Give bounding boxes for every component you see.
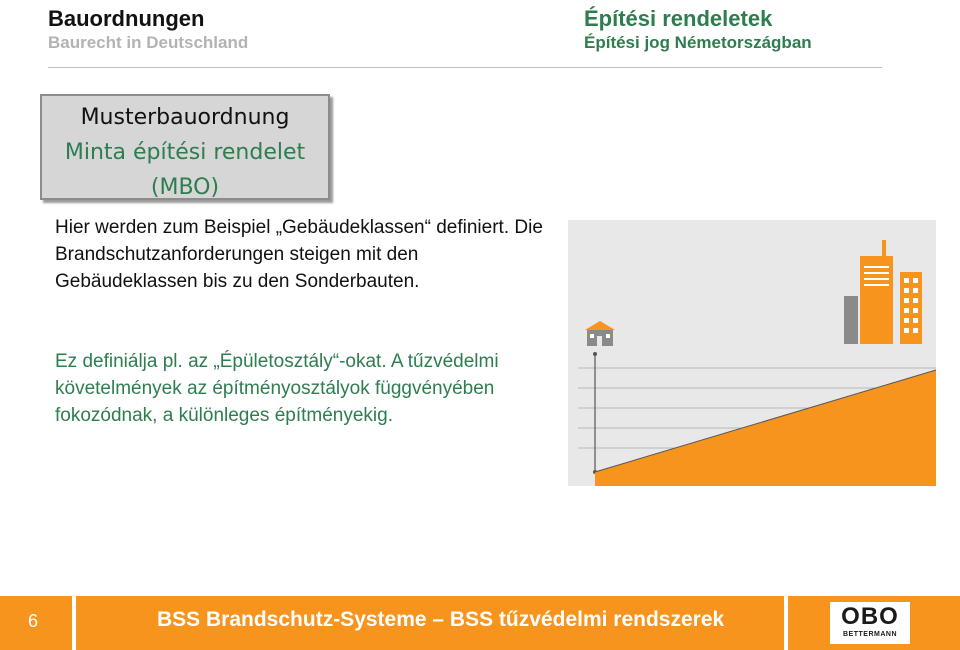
building-class-graphic: [568, 220, 936, 486]
mbo-title-box: [40, 94, 330, 200]
footer-text: BSS Brandschutz-Systeme – BSS tűzvédelmi rendszerek: [157, 608, 725, 631]
footer-separator: [72, 596, 76, 650]
mbo-title-de: Musterbauordnung: [80, 105, 290, 130]
body-text-de: Hier werden zum Beispiel „Gebäudeklassen“ definiert. Die Brandschutzanforderungen steigen mit den Gebäudeklassen bis zu den Sonderbauten.: [55, 217, 543, 292]
body-text-hu: Ez definiálja pl. az „Épületosztály“-okat. A tűzvédelmi követelmények az építményosztályok függvényében fokozódnak, a különleges építményekig.: [55, 351, 499, 426]
footer-bar: [0, 596, 960, 650]
header-title-hu: Építési rendeletek: [584, 6, 773, 31]
header-right: [584, 6, 812, 54]
logo-text: OBO: [841, 603, 899, 630]
header-title-de: Bauordnungen: [48, 6, 205, 31]
footer-separator: [784, 596, 788, 650]
tall-building-icon: [844, 240, 922, 344]
obo-logo: [830, 602, 910, 644]
header-subtitle-hu: Építési jog Németországban: [584, 33, 812, 52]
building-class-illustration: [568, 220, 936, 486]
logo-subtext: BETTERMANN: [843, 631, 897, 638]
page-number: 6: [28, 611, 39, 631]
mbo-title-hu: Minta építési rendelet: [64, 140, 306, 165]
header-left: [48, 6, 248, 54]
house-icon: [585, 321, 615, 346]
header-subtitle-de: Baurecht in Deutschland: [48, 33, 249, 52]
header-divider: [48, 67, 882, 68]
mbo-abbreviation: (MBO): [150, 175, 220, 200]
